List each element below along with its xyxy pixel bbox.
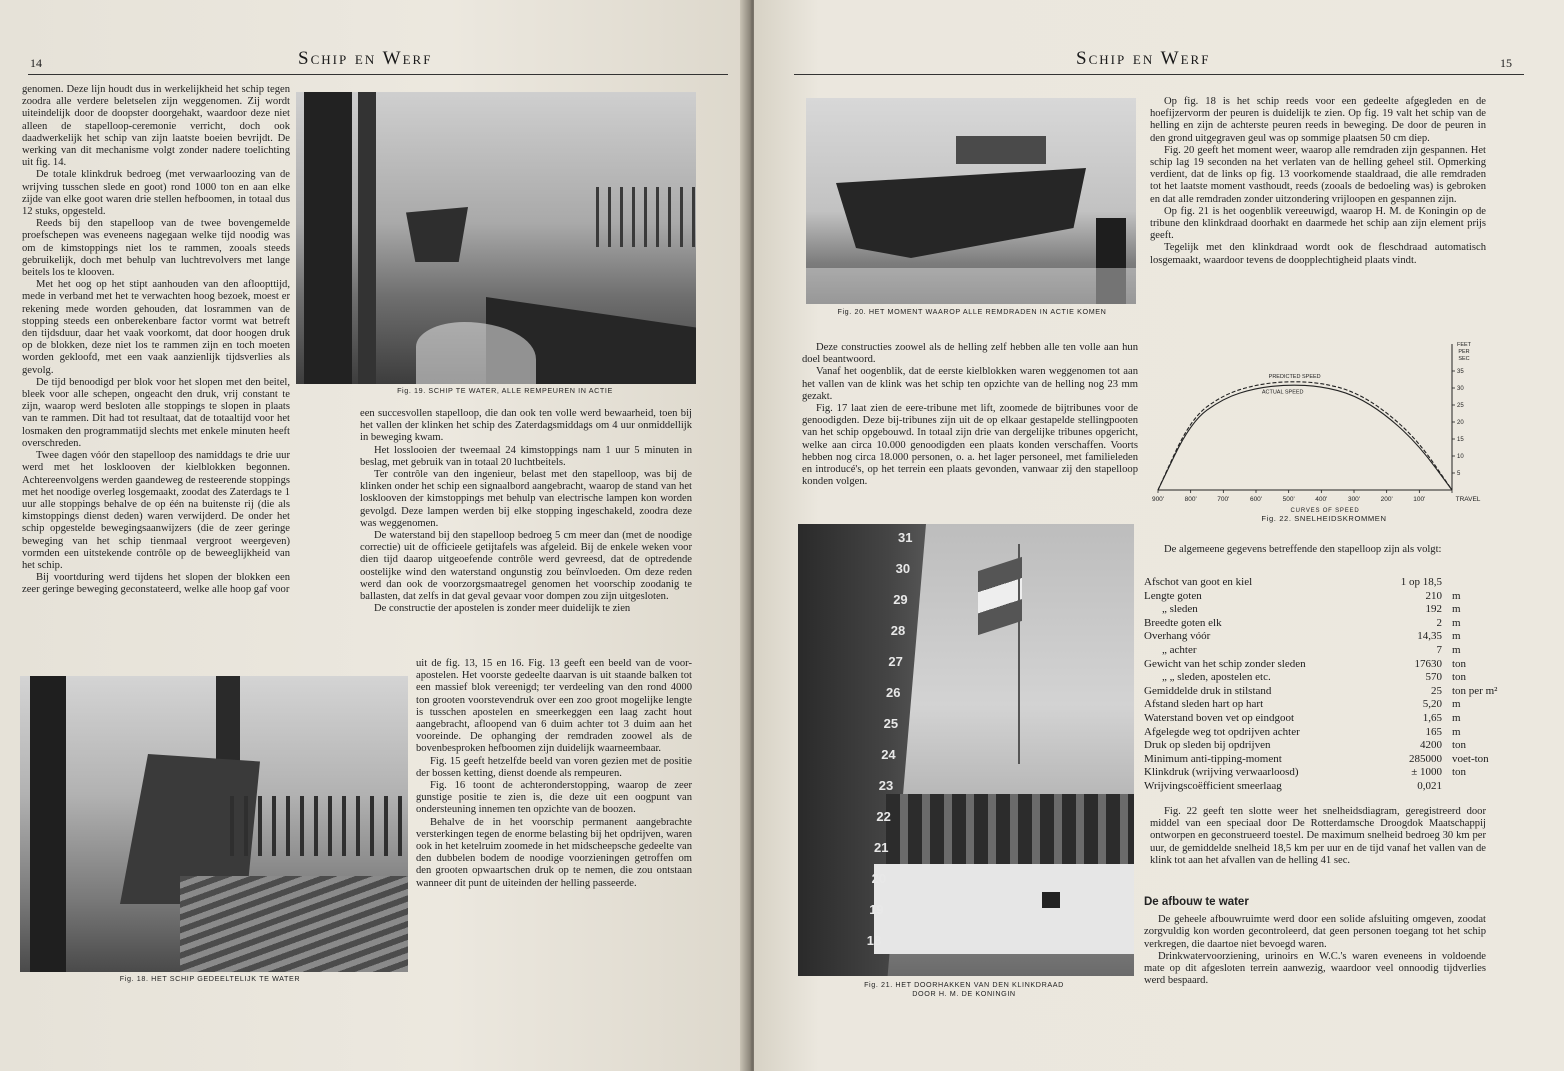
row-value: 1 op 18,5 xyxy=(1400,576,1442,588)
left-column-1 xyxy=(22,84,290,597)
row-value: 0,021 xyxy=(1417,779,1442,792)
paragraph: Fig. 15 geeft hetzelfde beeld van voren gezien met de positie der bossen ketting, dienst doende als rempeuren. xyxy=(416,755,692,779)
row-value: 1,65 xyxy=(1422,711,1442,724)
hull-mark: 21 xyxy=(874,840,889,855)
figure-19-photo xyxy=(296,92,696,384)
x-tick-label: 800' xyxy=(1184,496,1197,503)
running-head: Schip en Werf xyxy=(298,48,433,69)
row-unit: m xyxy=(1452,589,1461,602)
table-row xyxy=(1144,603,1546,617)
x-tick-label: 700' xyxy=(1217,496,1230,503)
x-tick-label: 900' xyxy=(1152,496,1165,503)
row-unit xyxy=(1446,576,1546,590)
hull-mark: 18 xyxy=(866,933,882,948)
row-unit: m xyxy=(1452,603,1461,616)
row-unit: m xyxy=(1452,643,1461,656)
row-value: 4200 xyxy=(1420,739,1442,752)
left-column-3 xyxy=(416,658,692,890)
table-row xyxy=(1144,658,1546,672)
section-afbouw xyxy=(1144,894,1486,987)
paragraph: Drinkwatervoorziening, urinoirs en W.C.'s waren eveneens in voldoende mate op dit afgesloten terrein aanwezig, waardoor veel onnoodig tijdverlies werd bespaard. xyxy=(1144,950,1486,987)
table-row xyxy=(1144,780,1546,794)
table-row xyxy=(1144,712,1546,726)
paragraph: een succesvollen stapelloop, die dan ook ten volle werd bewaarheid, toen bij het vallen der klinken het schip des Zaterdagsmiddags om 4 uur onmiddellijk in beweging kwam. xyxy=(360,408,692,444)
page-number: 14 xyxy=(30,56,42,70)
paragraph: Bij voortduring werd tijdens het slopen der blokken een zeer geringe beweging geconstateerd, welke alle hoop gaf voor xyxy=(22,572,290,596)
figure-21-caption-line1: Fig. 21. HET DOORHAKKEN VAN DEN KLINKDRAAD xyxy=(864,980,1064,989)
paragraph: De waterstand bij den stapelloop bedroeg 5 cm meer dan (met de noodige correctie) uit de officieele getijtafels was afgeleid. Bij de enkele weken voor dien tijd daarop uitgeoefende contrôle werd gevreesd, dat de optredende oostelijke wind den waterstand ongunstig zou beïnvloeden. Om deze reden werd dan ook de voorzorgsmaatregel genomen het voorschip zoodanig te ballasten, dat zelfs in dat geval gevaar voor dompen zou zijn uitgesloten. xyxy=(360,530,692,603)
table-row xyxy=(1144,766,1546,780)
right-column-mid xyxy=(802,342,1138,488)
y-axis-label: FEET xyxy=(1456,342,1472,348)
x-tick-label: 400' xyxy=(1315,496,1328,503)
paragraph: Fig. 16 toont de achteronderstopping, waarop de zeer gunstige positie te zien is, die deze uit een oogpunt van ondersteuning innemen ten opzichte van de boozen. xyxy=(416,780,692,816)
paragraph: De totale klinkdruk bedroeg (met verwaarloozing van de wrijving tusschen slede en goot) rond 1000 ton en aan elke zijde van elke goot waren drie stellen hefboomen, in totaal dus 12 stuks, opgesteld. xyxy=(22,169,290,218)
y-tick-label: 20 xyxy=(1457,420,1464,426)
row-value: 25 xyxy=(1431,684,1442,697)
table-row xyxy=(1144,698,1546,712)
table-row xyxy=(1144,590,1546,604)
series-label: ACTUAL SPEED xyxy=(1261,389,1304,396)
paragraph: Behalve de in het voorschip permanent aangebrachte versterkingen tegen de enorme belasting bij het opdrijven, waren ook in het ketelruim zoomede in het midscheepsche gedeelte van den dubbelen bodem de noodige voorzieningen getroffen om den grooten opwaartschen druk op te nemen, die zou ontstaan wanneer dit punt de uiteinden der helling passeerde. xyxy=(416,816,692,889)
row-value: 7 xyxy=(1436,643,1442,656)
table-row xyxy=(1144,576,1546,590)
chart-caption: Fig. 22. SNELHEIDSKROMMEN xyxy=(1261,514,1387,523)
row-label: „ achter xyxy=(1162,643,1197,656)
row-label: Overhang vóór xyxy=(1144,630,1211,643)
row-label: Lengte goten xyxy=(1144,589,1202,602)
row-value: ± 1000 xyxy=(1411,766,1442,779)
figure-18-caption: Fig. 18. HET SCHIP GEDEELTELIJK TE WATER xyxy=(119,974,301,983)
row-value: 285000 xyxy=(1409,752,1442,765)
row-value: 192 xyxy=(1425,603,1442,616)
figure-21-photo xyxy=(798,524,1134,976)
right-column-top xyxy=(1150,96,1486,267)
hull-mark: 19 xyxy=(869,902,884,917)
y-tick-label: 10 xyxy=(1457,454,1464,460)
row-label: Wrijvingscoëfficient smeerlaag xyxy=(1144,779,1282,792)
table-row xyxy=(1144,644,1546,658)
hull-mark: 24 xyxy=(881,747,896,762)
row-label: Afschot van goot en kiel xyxy=(1144,576,1253,588)
launch-data-table xyxy=(1144,576,1546,794)
row-value: 14,35 xyxy=(1417,630,1442,643)
x-tick-label: 300' xyxy=(1347,496,1361,503)
paragraph: uit de fig. 13, 15 en 16. Fig. 13 geeft een beeld van de voor-apostelen. Het voorste gedeelte daarvan is uit staande balken tot een massief blok vereenigd; ter verdeeling van den rond 4000 ton grooten voorstevendruk over een zoo groot mogelijke lengte is tusschen apostelen en smeerkeggen een laag zacht hout aangebracht, afloopend van 6 duim achter tot 3 duim aan het vooreinde. De ophanging der remdraden zoowel als de bovenbesproken hefboomen zijn duidelijk waarneembaar. xyxy=(416,658,692,755)
row-value: 210 xyxy=(1425,589,1442,602)
paragraph: Het losslooien der tweemaal 24 kimstoppings nam 1 uur 5 minuten in beslag, met gebruik van in totaal 20 luchtbeitels. xyxy=(360,444,692,468)
hull-mark: 26 xyxy=(886,685,901,700)
y-axis-label: SEC xyxy=(1458,356,1470,362)
paragraph: Fig. 20 geeft het moment weer, waarop alle remdraden zijn gespannen. Het schip lag 19 seconden na het verlaten van de helling geheel stil. Opmerking verdient, dat de links op fig. 13 voorkomende staaldraad, die alle remdraden tot het laatste moment vasthoudt, reeds (zooals de bedoeling was) is gebroken en dat alle remdraden zonder uitzondering vrijloopen en gespannen zijn. xyxy=(1150,144,1486,205)
left-column-2 xyxy=(360,408,692,615)
hull-mark: 23 xyxy=(878,778,894,793)
x-tick-label: 500' xyxy=(1282,496,1295,503)
paragraph: Deze constructies zoowel als de helling zelf hebben alle ten volle aan hun doel beantwoord. xyxy=(802,342,1138,366)
hull-mark: 31 xyxy=(898,530,913,545)
y-tick-label: 15 xyxy=(1457,437,1464,443)
paragraph: Twee dagen vóór den stapelloop des namiddags te drie uur werd met het losklooven der kielblokken begonnen. Achtereenvolgens werden gaandeweg de resteerende stoppings met het noodige overleg losgemaakt, zoodat des Zaterdags te 1 uur alle stoppings behalve de op één na buitenste rij (die als kimstoppings dienst deden) waren verwijderd. De onder het schip opgestelde bewegingsaanwijzers (die de zeer geringe beweging van het schip tienmaal vergroot weergeven) vormden een uitstekende contrôle op de beweeglijkheid van het schip. xyxy=(22,450,290,571)
row-unit: voet-ton xyxy=(1452,752,1489,765)
table-row xyxy=(1144,617,1546,631)
row-unit: ton xyxy=(1452,766,1467,779)
table-row xyxy=(1144,685,1546,699)
header-rule xyxy=(794,74,1524,75)
right-page xyxy=(754,0,1564,1071)
row-label: Breedte goten elk xyxy=(1144,616,1222,629)
hull-mark: 28 xyxy=(890,623,906,638)
row-unit: ton xyxy=(1452,739,1467,752)
table-row xyxy=(1144,753,1546,767)
hull-draft-marks xyxy=(858,530,918,970)
paragraph: Op fig. 18 is het schip reeds voor een gedeelte afgegleden en de hoefijzervorm der peuren is duidelijk te zien. Op fig. 19 valt het schip van de helling en zijn de achterste peuren reeds in beweging. De door de peuren in den grond uitgegraven geul was op sommige plaatsen 50 cm diep. xyxy=(1150,96,1486,144)
hull-mark: 29 xyxy=(893,592,908,607)
paragraph: Op fig. 21 is het oogenblik vereeuwigd, waarop H. M. de Koningin op de tribune den klinkdraad doorhakt en daarmede het schip aan zijn element prijs geeft. xyxy=(1150,205,1486,242)
row-unit xyxy=(1446,780,1546,794)
row-label: Gemiddelde druk in stilstand xyxy=(1144,684,1272,697)
figure-20-photo xyxy=(806,98,1136,304)
row-label: „ sleden xyxy=(1162,603,1198,616)
hull-mark: 27 xyxy=(888,654,903,669)
x-tick-label: 100' xyxy=(1413,496,1426,503)
table-row xyxy=(1144,671,1546,685)
hull-mark: 20 xyxy=(871,871,887,886)
paragraph: Fig. 17 laat zien de eere-tribune met lift, zoomede de bijtribunes voor de genoodigden. Deze bij-tribunes zijn uit de op elkaar gestapelde stellingpooten van het schip opgebouwd. In totaal zijn drie van dergelijke tribunes opgericht, welke aan circa 10.000 genoodigden een plaats konden verschaffen. Voorts hebben nog circa 18.000 personen, o. a. het lager personeel, met familieleden en introducé's, op het terrein een plaats gevonden, vanwaar zij den stapelloop konden volgen. xyxy=(802,403,1138,488)
row-label: Klinkdruk (wrijving verwaarloosd) xyxy=(1144,766,1299,779)
row-unit: ton per m² xyxy=(1452,684,1498,697)
table-row xyxy=(1144,739,1546,753)
row-unit: m xyxy=(1452,616,1461,629)
row-unit: ton xyxy=(1452,671,1467,684)
row-value: 2 xyxy=(1436,616,1442,629)
paragraph: Met het oog op het stipt aanhouden van den afloopttijd, mede in verband met het te verwachten hoog bezoek, moest er rekening mede worden gehouden, dat losrammen van de stopping steeds een onberekenbare factor vormt wat betreft den tijdsduur, daar het vaak voorkomt, dat door hoogen druk op de blokken, deze niet los te rammen zijn en toch moeten worden gekloofd, met een vaak aanzienlijk tijdsverlies als gevolg. xyxy=(22,279,290,376)
x-tick-label: 200' xyxy=(1380,496,1393,503)
hull-mark: 25 xyxy=(883,716,899,731)
paragraph: Ter contrôle van den ingenieur, belast met den stapelloop, was bij de klinken onder het schip een signaalbord aangebracht, waarop de stand van het losklooven der kimstoppings met behulp van electrische lampen kon worden gevolgd. Deze lampen werden bij elke stopping ingeschakeld, zoodra deze was weggenomen. xyxy=(360,469,692,529)
after-table-text: Fig. 22 geeft ten slotte weer het snelheidsdiagram, geregistreerd door middel van een speciaal door De Rotterdamsche Droogdok Maatschappij ontworpen en geconstrueerd toestel. De maximum snelheid bedroeg 30 km per uur, de gemiddelde snelheid 18,5 km per uur en de tijd vanaf het vallen van de klink tot aan het afvallen van de helling 41 sec. xyxy=(1150,806,1486,866)
row-label: Gewicht van het schip zonder sleden xyxy=(1144,657,1306,670)
row-value: 5,20 xyxy=(1422,698,1442,711)
paragraph: Reeds bij den stapelloop van de twee bovengemelde proefschepen was eveneens nagegaan welke tijd noodig was om de kimstoppings niet los te rammen, zooals steeds gebruikelijk, doch met behulp van luchtrevolvers met lange beitels los te klooven. xyxy=(22,218,290,279)
figure-18-photo xyxy=(20,676,408,972)
row-label: Minimum anti-tipping-moment xyxy=(1144,752,1282,765)
y-axis-label: PER xyxy=(1458,349,1470,355)
y-tick-label: 25 xyxy=(1457,403,1464,409)
y-tick-label: 30 xyxy=(1457,386,1464,392)
hull-mark: 22 xyxy=(876,809,891,824)
table-row xyxy=(1144,726,1546,740)
table-intro: De algemeene gegevens betreffende den stapelloop zijn als volgt: xyxy=(1164,544,1442,555)
figure-19-caption: Fig. 19. SCHIP TE WATER, ALLE REMPEUREN IN ACTIE xyxy=(397,386,613,395)
page-number: 15 xyxy=(1500,56,1512,70)
row-unit: m xyxy=(1452,725,1461,738)
row-label: Afgelegde weg tot opdrijven achter xyxy=(1144,725,1300,738)
row-label: Druk op sleden bij opdrijven xyxy=(1144,739,1271,752)
row-value: 165 xyxy=(1425,725,1442,738)
section-heading: De afbouw te water xyxy=(1144,896,1249,908)
y-tick-label: 5 xyxy=(1457,471,1461,477)
row-unit: m xyxy=(1452,711,1461,724)
row-unit: m xyxy=(1452,630,1461,643)
paragraph: De tijd benoodigd per blok voor het slopen met den beitel, bleek voor alle schepen, ongeacht den druk, vrij constant te zijn, waarop werd besloten alle stoppings te slopen in plaats van te rammen. Dit had tot resultaat, dat de totaaltijd voor het losmaken den programmatijd slechts met enkele minuten heeft overschreden. xyxy=(22,376,290,449)
paragraph: Vanaf het oogenblik, dat de eerste kielblokken waren weggenomen tot aan het vallen van de klink was het schip ten opzichte van de helling nog 23 mm gezakt. xyxy=(802,366,1138,402)
series-line-actual-speed xyxy=(1158,385,1452,490)
row-label: „ „ sleden, apostelen etc. xyxy=(1162,671,1271,684)
row-unit: m xyxy=(1452,698,1461,711)
series-label: PREDICTED SPEED xyxy=(1268,374,1321,381)
figure-21-caption xyxy=(814,980,1114,998)
header-rule xyxy=(28,74,728,75)
paragraph: Tegelijk met den klinkdraad wordt ook de fleschdraad automatisch losgemaakt, waardoor tevens de doopplechtigheid plaats vindt. xyxy=(1150,242,1486,266)
dignitaries xyxy=(886,794,1134,864)
x-axis-label: CURVES OF SPEED xyxy=(1290,508,1360,514)
row-label: Waterstand boven vet op eindgoot xyxy=(1144,711,1295,724)
paragraph: De constructie der apostelen is zonder meer duidelijk te zien xyxy=(374,603,631,615)
row-value: 17630 xyxy=(1414,657,1442,670)
row-unit: ton xyxy=(1452,657,1467,670)
table-row xyxy=(1144,630,1546,644)
figure-21-caption-line2: DOOR H. M. DE KONINGIN xyxy=(912,989,1016,998)
paragraph: genomen. Deze lijn houdt dus in werkelijkheid het schip tegen zoodra alle verdere beletselen zijn weggenomen. Zij wordt uiteindelijk door de doopster doorgehakt, waardoor deze niet alleen de stapelloop-ceremonie verricht, doch ook daadwerkelijk het schip van zijn laatste boeien bevrijdt. De werking van dit mechanisme volgt zonder nadere toelichting uit fig. 14. xyxy=(22,84,290,169)
left-page xyxy=(0,0,748,1071)
y-tick-label: 35 xyxy=(1457,369,1464,375)
hull-mark: 30 xyxy=(895,561,911,576)
figure-20-caption: Fig. 20. HET MOMENT WAAROP ALLE REMDRADEN IN ACTIE KOMEN xyxy=(837,307,1107,316)
row-label: Afstand sleden hart op hart xyxy=(1144,698,1264,711)
running-head: Schip en Werf xyxy=(1076,48,1211,69)
x-tick-label: 600' xyxy=(1249,496,1263,503)
paragraph: De geheele afbouwruimte werd door een solide afsluiting omgeven, zoodat zorgvuldig kon worden gecontroleerd, dat geen personen toegang tot het schip verkregen, die daartoe niet bevoegd waren. xyxy=(1144,914,1486,950)
speed-chart xyxy=(1152,340,1492,518)
row-value: 570 xyxy=(1425,671,1442,684)
x-tick-label: TRAVEL xyxy=(1455,496,1481,503)
